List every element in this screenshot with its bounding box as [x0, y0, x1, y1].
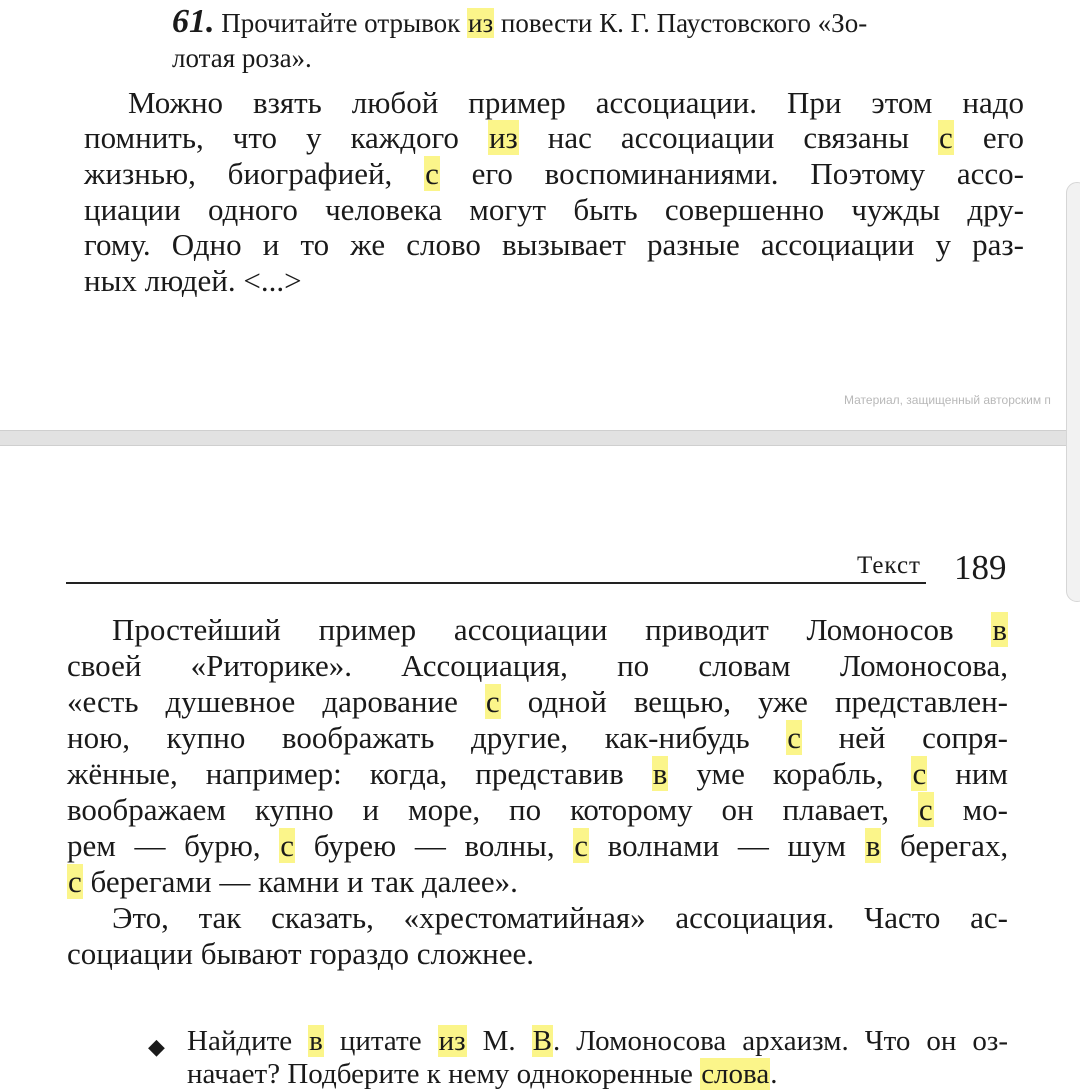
highlight-word[interactable]: из — [438, 1025, 466, 1057]
scroll-handle[interactable] — [1066, 182, 1080, 602]
highlight-word[interactable]: с — [939, 120, 953, 155]
body-line: своей «Риторике». Ассоциация, по словам Ломоносова, — [67, 648, 1008, 683]
task-text: Прочитайте отрывок — [221, 8, 461, 38]
excerpt-line: Можно взять любой пример ассоциации. При этом надо — [128, 85, 1024, 120]
question-line: Найдите в цитате из М. В. Ломоносова архаизм. Что он оз- — [187, 1025, 1009, 1057]
highlight-word[interactable]: с — [280, 828, 295, 863]
body-line: Простейший пример ассоциации приводит Ломоносов в — [112, 612, 1007, 647]
body-line: Это, так сказать, «хрестоматийная» ассоциация. Часто ас- — [112, 900, 1008, 935]
header-rule — [66, 582, 926, 584]
highlight-word[interactable]: с — [918, 792, 933, 827]
highlight-word[interactable]: в — [652, 756, 668, 791]
excerpt-line: ных людей. <...> — [84, 263, 302, 298]
page-separator — [0, 430, 1080, 446]
highlight-word[interactable]: с — [68, 864, 82, 899]
body-line: с берегами — камни и так далее». — [68, 864, 518, 899]
body-line: ною, купно воображать другие, как-нибудь с ней сопря- — [67, 720, 1009, 755]
body-line: социации бывают гораздо сложнее. — [67, 936, 534, 971]
highlight-word[interactable]: в — [865, 828, 881, 863]
diamond-bullet-icon: ◆ — [148, 1034, 165, 1059]
excerpt-line: гому. Одно и то же слово вызывает разные ассоциации у раз- — [84, 227, 1024, 262]
question-line: начает? Подберите к нему однокоренные слова. — [187, 1058, 778, 1090]
excerpt-line: помнить, что у каждого из нас ассоциации связаны с его — [84, 120, 1025, 155]
highlight-word[interactable]: в — [309, 1025, 323, 1057]
task-text: повести К. Г. Паустовского «Зо- — [500, 8, 868, 38]
task-number: 61. — [172, 3, 215, 40]
highlight-word[interactable]: с — [912, 756, 927, 791]
highlight-word[interactable]: в — [992, 612, 1007, 647]
excerpt-line: циации одного человека могут быть совершенно чужды дру- — [84, 192, 1024, 227]
body-line: «есть душевное дарование с одной вещью, уже представлен- — [67, 684, 1008, 719]
highlight-word[interactable]: слова — [701, 1058, 770, 1090]
highlight-word[interactable]: с — [425, 156, 439, 191]
highlight-word[interactable]: с — [787, 720, 802, 755]
body-line: жённые, например: когда, представив в уме корабль, с ним — [67, 756, 1009, 791]
running-header-label: Текст — [857, 552, 921, 579]
highlight-word[interactable]: с — [485, 684, 500, 719]
highlight-word[interactable]: из — [488, 120, 518, 155]
task-heading-line-1 — [172, 3, 868, 40]
highlight-word[interactable]: В — [532, 1025, 552, 1057]
highlight-word[interactable]: из — [468, 8, 494, 38]
copyright-watermark: Материал, защищенный авторским п — [844, 393, 1051, 407]
task-heading-line-2: лотая роза». — [172, 43, 312, 73]
page-top — [0, 0, 1080, 430]
page-number: 189 — [954, 548, 1007, 587]
body-line: рем — бурю, с бурею — волны, с волнами — шум в берегах, — [67, 828, 1009, 863]
highlight-word[interactable]: с — [574, 828, 589, 863]
body-line: воображаем купно и море, по которому он плавает, с мо- — [67, 792, 1009, 827]
excerpt-line: жизнью, биографией, с его воспоминаниями. Поэтому ассо- — [84, 156, 1024, 191]
